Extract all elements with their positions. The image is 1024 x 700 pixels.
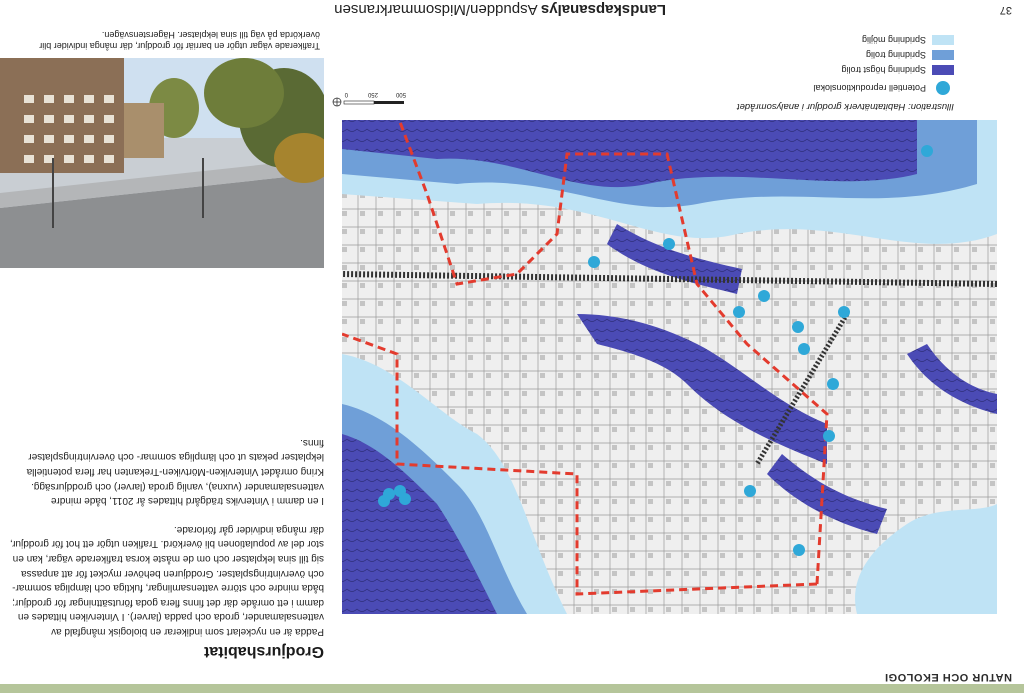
report-title-bold: Landskapsanalys (540, 1, 666, 18)
map-legend (704, 30, 954, 100)
scale-label: 500 (395, 91, 406, 97)
swatch-low-icon (932, 35, 954, 45)
body-paragraph: Padda är en nyckelart som indikerar en biologisk mångfald av vattensalamander, groda och padda (larver). I Vinterviken hittades en damm i ett område där det finns flera goda förutsättningar för groddjur; båda mindre och större vattensamlingar, fuktiga och lämpliga sommar- och övervintringsplatser. Groddjuren behöver mycket för att anpassa sig till sina lekplatser och om de måste korsa trafikerade vägar, kan en stor del av populationen bli överkörd. Trafiken utgör ett hot för groddjur, där många individer går förlorade. (9, 523, 324, 637)
legend-item (866, 49, 954, 61)
scale-label: 0 (344, 91, 348, 97)
body-text (6, 420, 324, 638)
legend-item (813, 82, 954, 94)
swatch-high-icon (932, 65, 954, 75)
legend-label: Spridning möjlig (861, 35, 926, 45)
body-paragraph: I en damm i Vinterviks trädgård hittades år 2011, både mindre vattensalamander (vuxna), vanlig groda (larver) och groddjursägg. Kring området Vinterviken-Mörtviken-Trekanten har flera potentiella lekplatser pekats ut och lämpliga sommar- och övervintringsplatser finns. (26, 436, 324, 507)
report-title-rest: Aspudden/Midsommarkransen (334, 1, 541, 18)
footer-label: NATUR OCH EKOLOGI (884, 671, 1012, 683)
scale-label: 250 (367, 91, 378, 97)
legend-caption: Illustration: Habitatnätverk groddjur i analysområdet (736, 101, 954, 112)
legend-item (841, 64, 954, 76)
legend-label: Potentiell reproduktionslokal (813, 83, 926, 93)
photo-caption: Trafikerade vägar utgör en barriär för groddjur, där många individer blir överkörda på väg till sina lekplatser. Hägerstensvägen. (39, 30, 320, 51)
section-heading: Grodjurshabitat (203, 643, 324, 660)
reproduction-site-icon (936, 81, 950, 95)
habitat-map (342, 120, 997, 614)
street-photo (0, 58, 324, 268)
legend-label: Spridning högst trolig (841, 65, 926, 75)
scale-bar (332, 84, 412, 108)
swatch-medium-icon (932, 50, 954, 60)
legend-item (862, 34, 954, 46)
report-title (334, 1, 666, 18)
footer-band (0, 684, 1024, 693)
page-number: 37 (999, 4, 1012, 16)
legend-label: Spridning trolig (865, 50, 926, 60)
